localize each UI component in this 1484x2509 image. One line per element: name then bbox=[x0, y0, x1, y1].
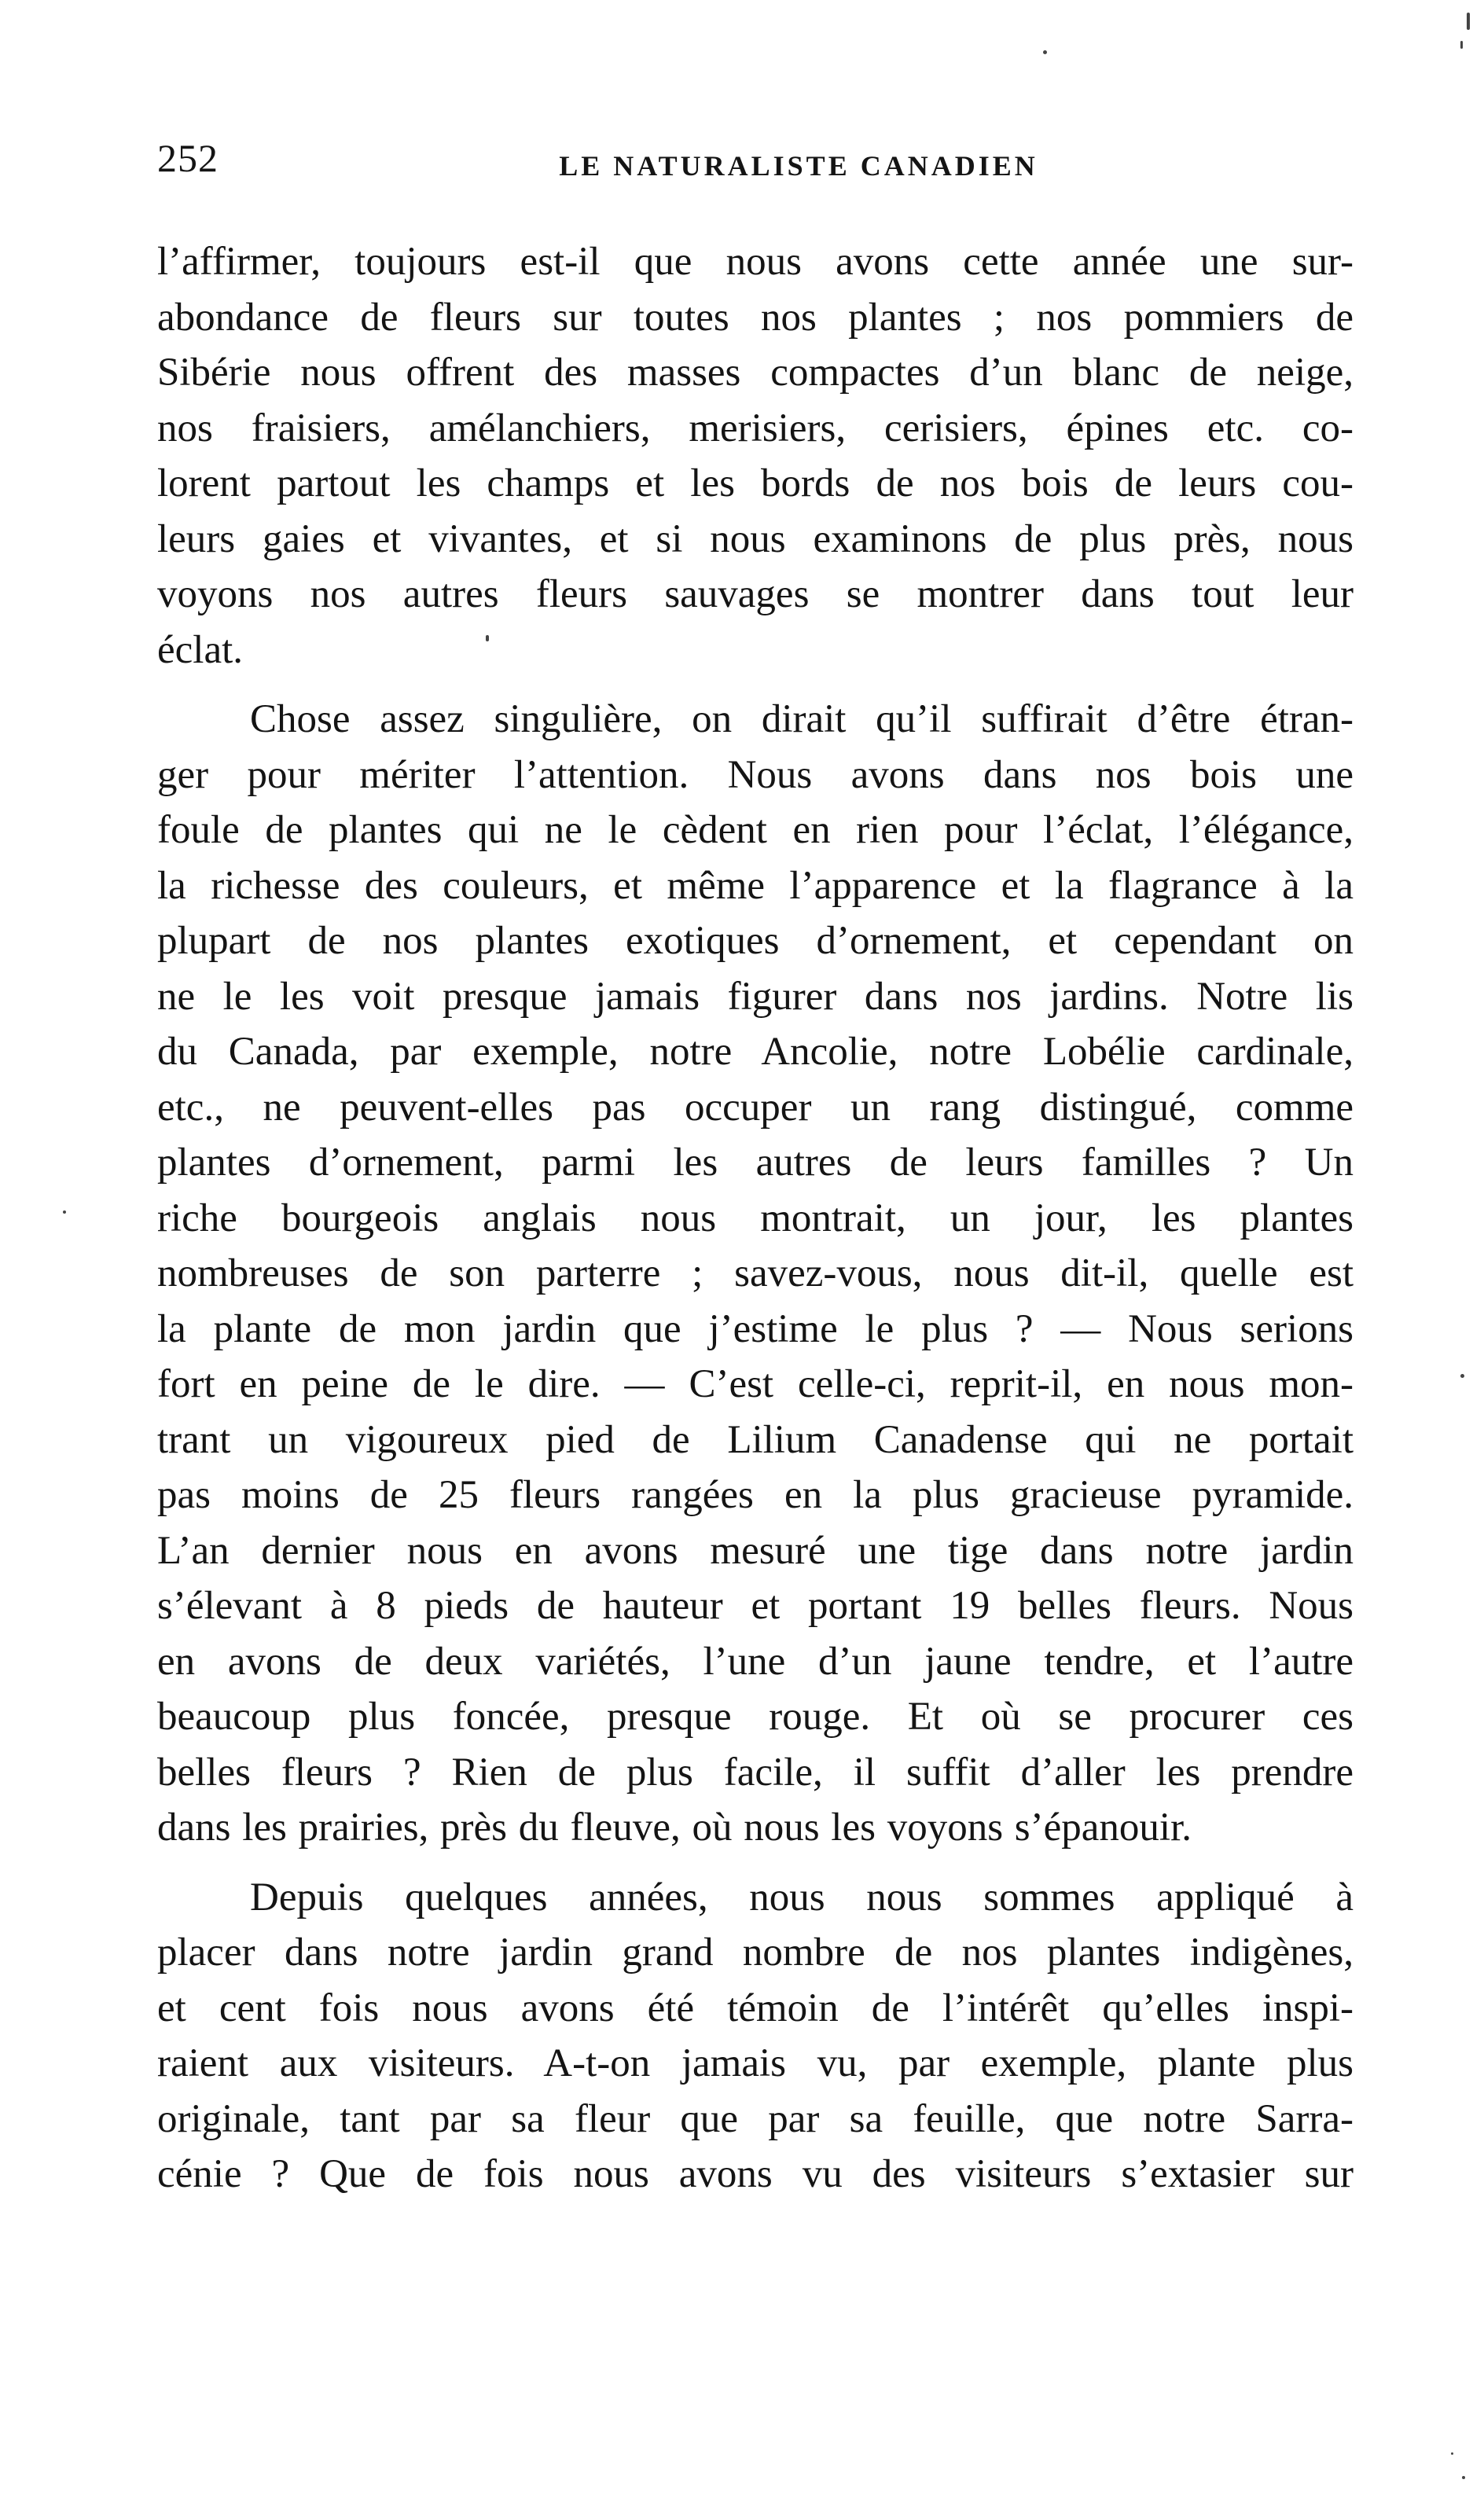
page-number: 252 bbox=[157, 136, 219, 180]
scan-speck bbox=[1460, 41, 1463, 49]
text-line: ne le les voit presque jamais figurer dans nos jardins. Notre lis bbox=[157, 974, 1354, 1019]
text-line: en avons de deux variétés, l’une d’un jaune tendre, et l’autre bbox=[157, 1639, 1354, 1684]
paragraph-2 bbox=[157, 692, 1354, 1856]
text-line: s’élevant à 8 pieds de hauteur et portant 19 belles fleurs. Nous bbox=[157, 1584, 1354, 1628]
text-line: du Canada, par exemple, notre Ancolie, notre Lobélie cardinale, bbox=[157, 1030, 1354, 1074]
text-line: trant un vigoureux pied de Lilium Canadense qui ne portait bbox=[157, 1417, 1354, 1462]
text-line: ger pour mériter l’attention. Nous avons dans nos bois une bbox=[157, 752, 1354, 797]
scan-speck bbox=[1043, 50, 1047, 54]
text-line: éclat. bbox=[157, 627, 243, 672]
text-line: l’affirmer, toujours est-il que nous avons cette année une sur- bbox=[157, 240, 1354, 284]
text-line: lorent partout les champs et les bords de nos bois de leurs cou- bbox=[157, 461, 1354, 505]
text-line: Sibérie nous offrent des masses compactes d’un blanc de neige, bbox=[157, 351, 1354, 395]
text-line: et cent fois nous avons été témoin de l’intérêt qu’elles inspi- bbox=[157, 1986, 1354, 2030]
scan-speck bbox=[1462, 2476, 1465, 2479]
text-line: L’an dernier nous en avons mesuré une tige dans notre jardin bbox=[157, 1528, 1354, 1573]
text-line: beaucoup plus foncée, presque rouge. Et où se procurer ces bbox=[157, 1695, 1354, 1739]
text-line: plupart de nos plantes exotiques d’ornement, et cependant on bbox=[157, 919, 1354, 963]
text-line: la plante de mon jardin que j’estime le plus ? — Nous serions bbox=[157, 1306, 1354, 1351]
running-title: LE NATURALISTE CANADIEN bbox=[559, 150, 1038, 182]
text-line: riche bourgeois anglais nous montrait, un jour, les plantes bbox=[157, 1196, 1354, 1240]
page-header bbox=[154, 135, 1357, 198]
scan-speck bbox=[63, 1210, 66, 1214]
text-line: abondance de fleurs sur toutes nos plantes ; nos pommiers de bbox=[157, 295, 1354, 340]
text-line: placer dans notre jardin grand nombre de nos plantes indigènes, bbox=[157, 1930, 1354, 1975]
text-line: la richesse des couleurs, et même l’apparence et la flagrance à la bbox=[157, 863, 1354, 908]
text-line: nombreuses de son parterre ; savez-vous, nous dit-il, quelle est bbox=[157, 1251, 1354, 1295]
text-line: Chose assez singulière, on dirait qu’il suffirait d’être étran- bbox=[250, 697, 1354, 741]
text-line: originale, tant par sa fleur que par sa feuille, que notre Sarra- bbox=[157, 2096, 1354, 2141]
text-line: raient aux visiteurs. A-t-on jamais vu, par exemple, plante plus bbox=[157, 2041, 1354, 2085]
text-line: voyons nos autres fleurs sauvages se montrer dans tout leur bbox=[157, 572, 1354, 616]
text-line: Depuis quelques années, nous nous sommes appliqué à bbox=[250, 1875, 1354, 1919]
scan-speck bbox=[1460, 1374, 1464, 1378]
scan-speck bbox=[486, 635, 489, 641]
paragraph-1 bbox=[157, 234, 1354, 678]
text-line: plantes d’ornement, parmi les autres de leurs familles ? Un bbox=[157, 1141, 1354, 1185]
text-line: nos fraisiers, amélanchiers, merisiers, cerisiers, épines etc. co- bbox=[157, 406, 1354, 450]
text-line: cénie ? Que de fois nous avons vu des visiteurs s’extasier sur bbox=[157, 2152, 1354, 2196]
text-line: belles fleurs ? Rien de plus facile, il suffit d’aller les prendre bbox=[157, 1750, 1354, 1795]
paragraph-3 bbox=[157, 1870, 1354, 2202]
text-line: pas moins de 25 fleurs rangées en la plus gracieuse pyramide. bbox=[157, 1473, 1354, 1517]
text-line: etc., ne peuvent-elles pas occuper un rang distingué, comme bbox=[157, 1085, 1354, 1130]
text-line: leurs gaies et vivantes, et si nous examinons de plus près, nous bbox=[157, 516, 1354, 561]
scan-speck bbox=[1467, 13, 1470, 30]
text-line: foule de plantes qui ne le cèdent en rien pour l’éclat, l’élégance, bbox=[157, 808, 1354, 852]
body-text bbox=[157, 234, 1354, 2202]
scan-speck bbox=[1451, 2452, 1453, 2455]
text-line: fort en peine de le dire. — C’est celle-ci, reprit-il, en nous mon- bbox=[157, 1362, 1354, 1406]
text-line: dans les prairies, près du fleuve, où nous les voyons s’épanouir. bbox=[157, 1806, 1192, 1850]
